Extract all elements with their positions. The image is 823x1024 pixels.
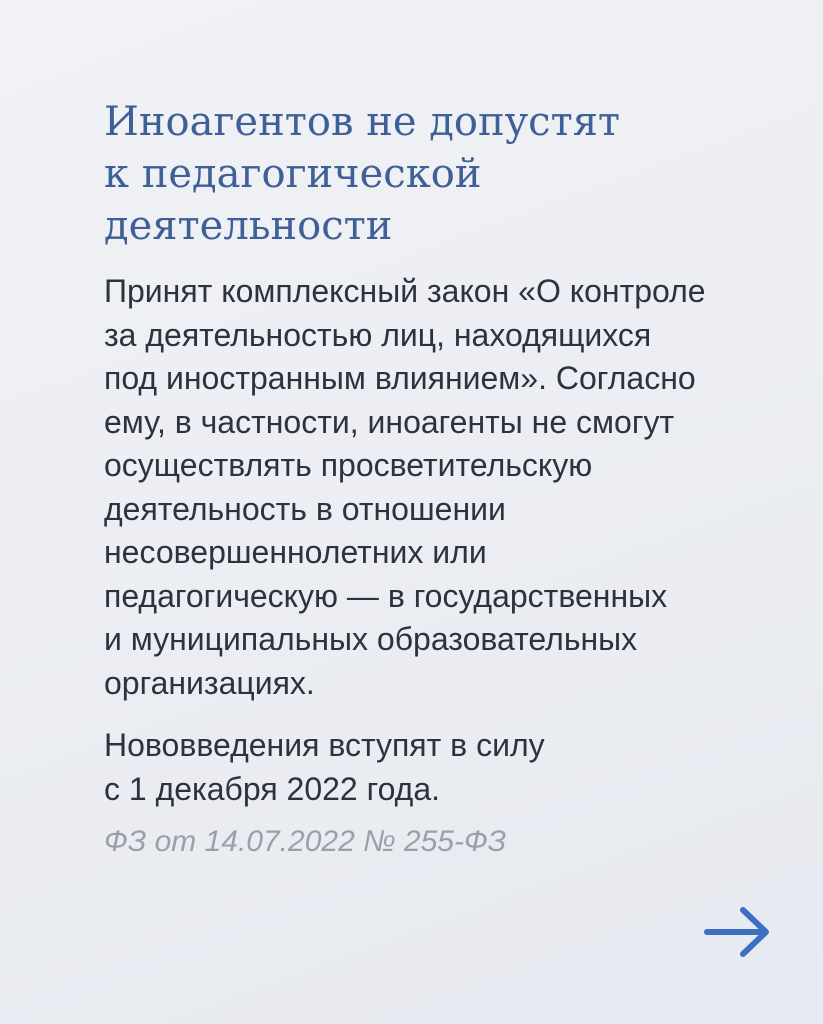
body-line: осуществлять просветительскую — [104, 447, 593, 483]
effective-date-note — [104, 724, 794, 811]
article-body — [104, 270, 794, 705]
body-line: под иностранным влиянием». Согласно — [104, 360, 696, 396]
title-line: Иноагентов не допустят — [104, 99, 621, 145]
body-line: и муниципальных образовательных — [104, 621, 638, 657]
body-line: несовершеннолетних или — [104, 534, 487, 570]
note-line: Нововведения вступят в силу — [104, 727, 545, 763]
arrow-right-icon — [703, 905, 773, 959]
law-reference: ФЗ от 14.07.2022 № 255-ФЗ — [104, 825, 507, 858]
body-line: за деятельностью лиц, находящихся — [104, 316, 652, 353]
body-line: ему, в частности, иноагенты не смогут — [104, 403, 675, 440]
title-line: деятельности — [104, 203, 393, 249]
body-line: Принят комплексный закон «О контроле — [104, 273, 706, 309]
body-line: педагогическую — в государственных — [104, 577, 668, 614]
page-title — [104, 96, 744, 252]
title-line: к педагогической — [104, 151, 482, 197]
next-slide-button[interactable] — [700, 900, 776, 964]
note-line: с 1 декабря 2022 года. — [104, 770, 441, 807]
body-line: деятельность в отношении — [104, 490, 506, 527]
body-line: организациях. — [104, 664, 315, 701]
